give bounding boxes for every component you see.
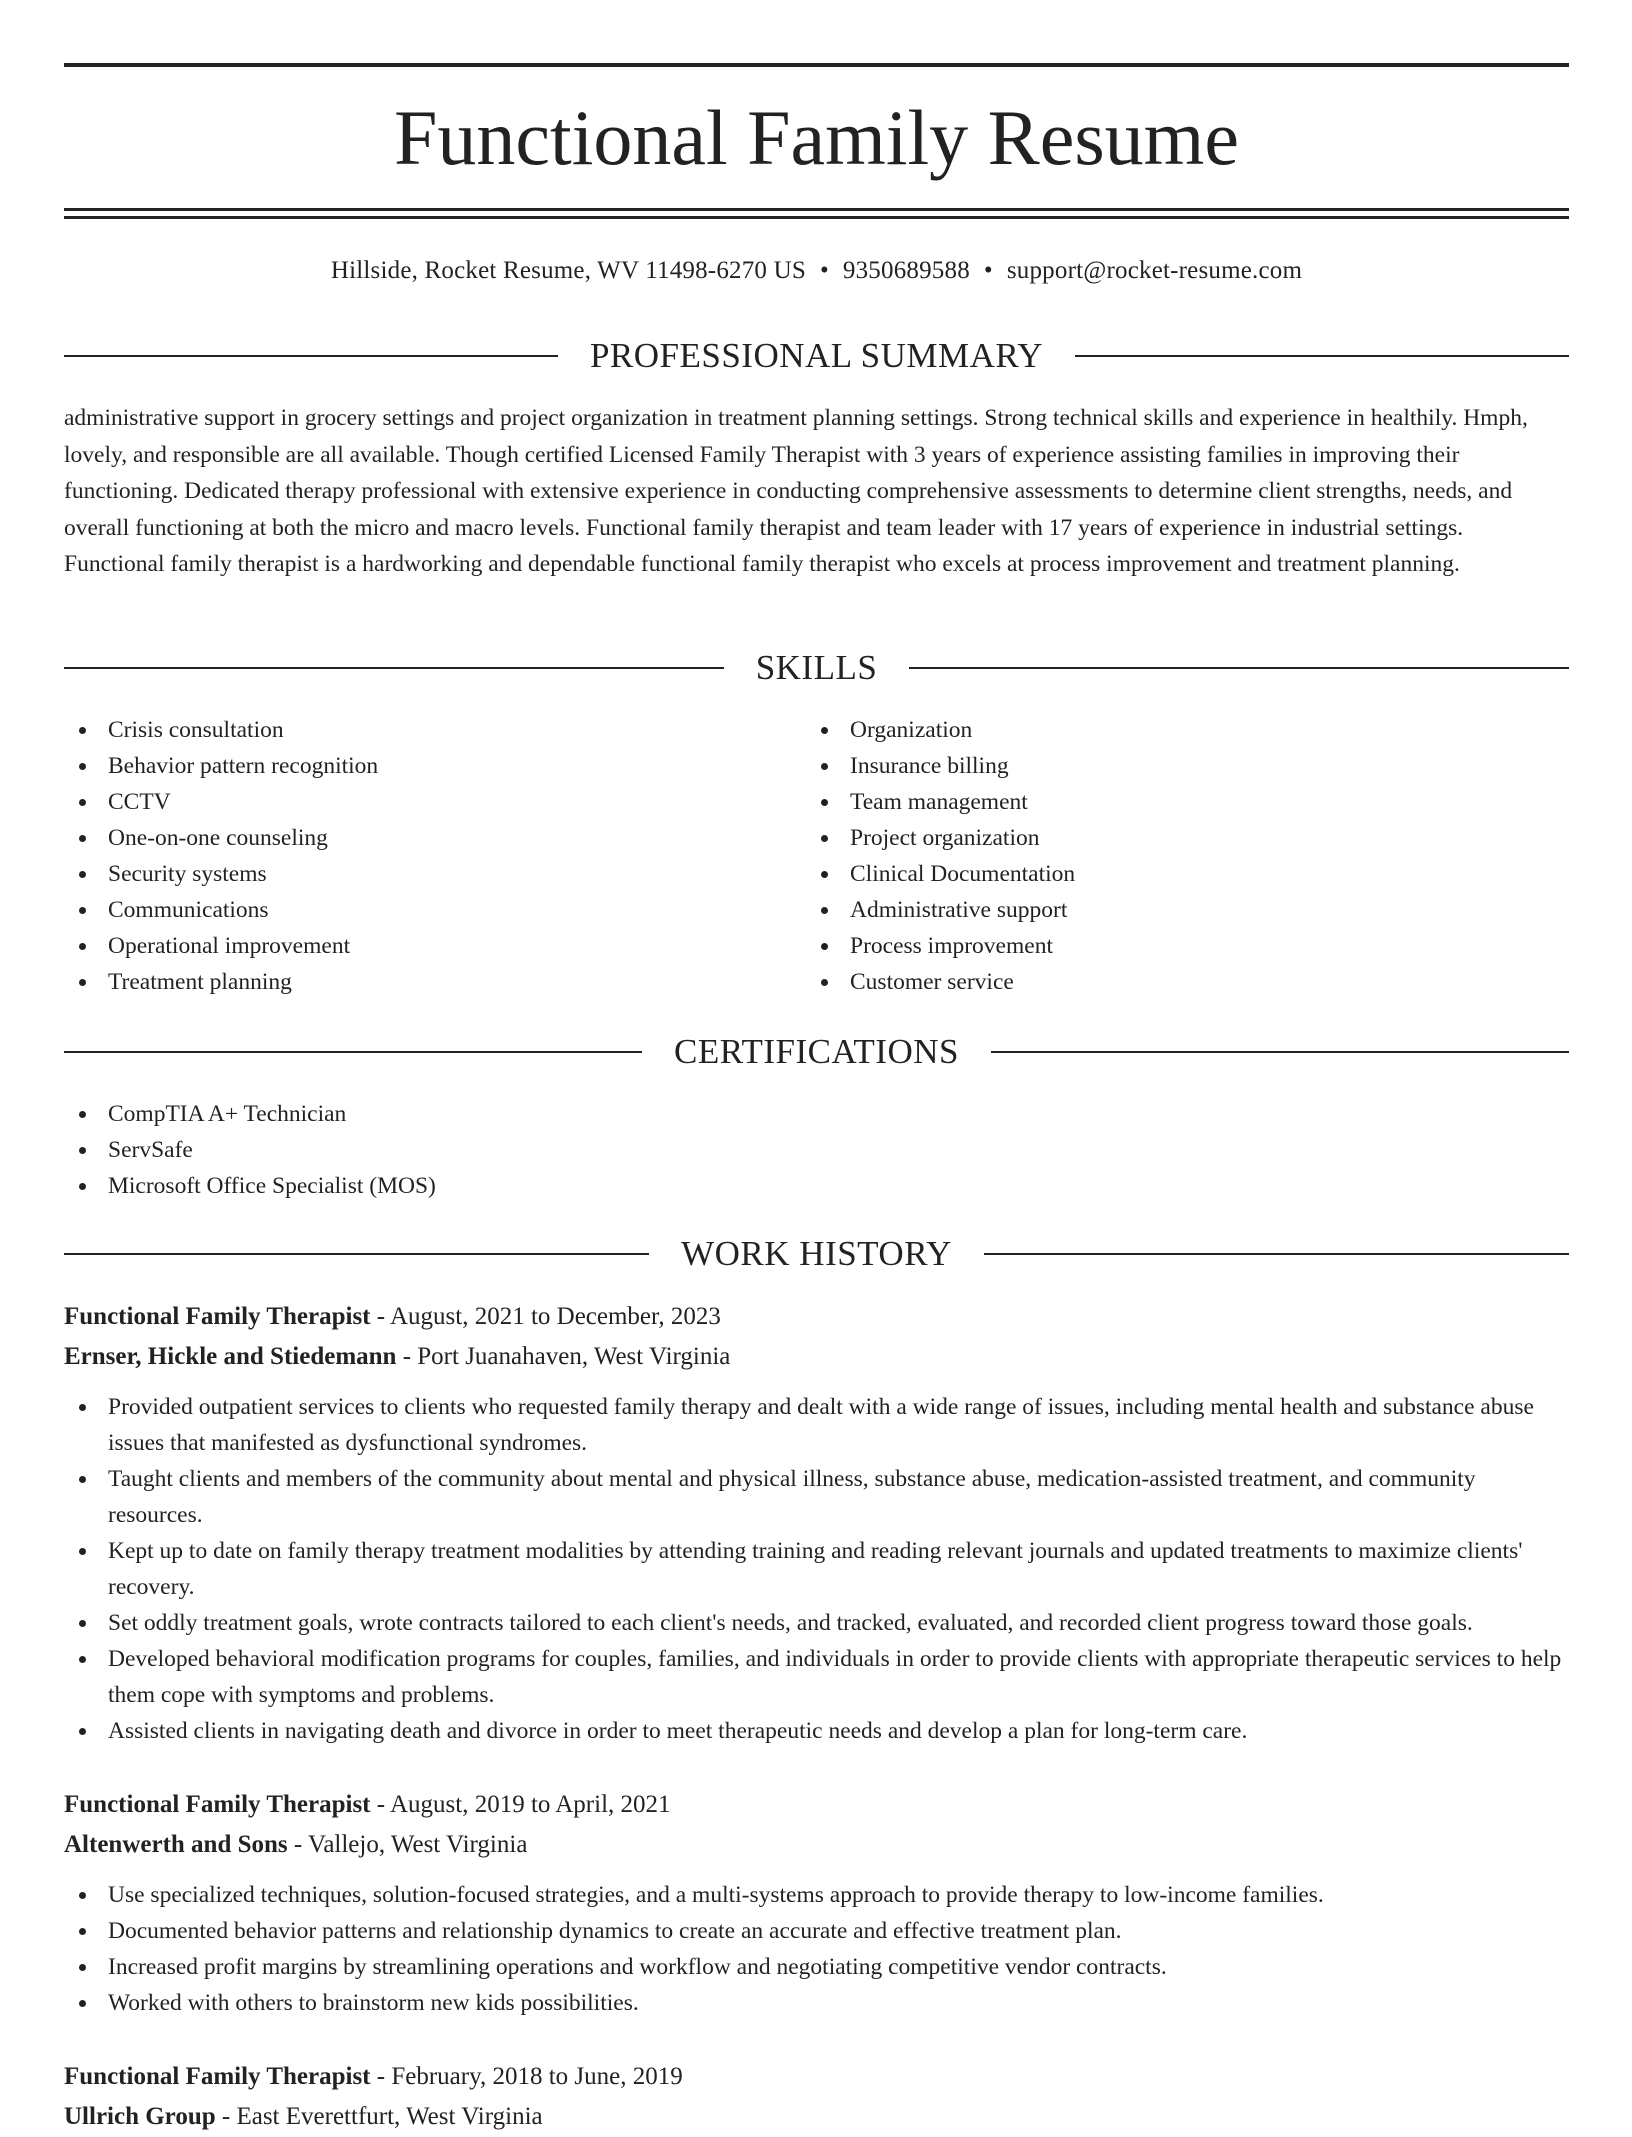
contact-separator: •	[819, 257, 829, 284]
heading-rule-right	[909, 667, 1569, 669]
job-company-line	[64, 2097, 1569, 2137]
job-duty: Documented behavior patterns and relationship dynamics to create an accurate and effective treatment plan.	[64, 1913, 1569, 1949]
job-duty: Kept up to date on family therapy treatment modalities by attending training and reading relevant journals and updated treatments to maximize clients' recovery.	[64, 1533, 1569, 1605]
job-duties-list	[64, 1877, 1569, 2021]
skills-heading-label: SKILLS	[755, 648, 878, 687]
job-duty: Assisted clients in navigating death and divorce in order to meet therapeutic needs and develop a plan for long-term care.	[64, 1713, 1569, 1749]
skill-item: Organization	[806, 712, 1506, 748]
work-history-heading-label: WORK HISTORY	[681, 1234, 952, 1273]
job-title: Functional Family Therapist	[64, 1791, 371, 1818]
job-dates: - August, 2021 to December, 2023	[370, 1303, 721, 1330]
certification-item: ServSafe	[64, 1132, 1569, 1168]
heading-rule-left	[64, 667, 724, 669]
job-title: Functional Family Therapist	[64, 1303, 371, 1330]
summary-text: administrative support in grocery settings and project organization in treatment planning settings. Strong technical skills and experience in healthily. Hmph, lovely, and responsible are all available. Though certified Licensed Family Therapist with 3 years of experience assisting families in improving their functioning. Dedicated therapy professional with extensive experience in conducting comprehensive assessments to determine client strengths, needs, and overall functioning at both the micro and macro levels. Functional family therapist and team leader with 17 years of experience in industrial settings. Functional family therapist is a hardworking and dependable functional family therapist who excels at process improvement and treatment planning.	[64, 405, 1528, 577]
job-duty: Set oddly treatment goals, wrote contracts tailored to each client's needs, and tracked, evaluated, and recorded client progress toward those goals.	[64, 1605, 1569, 1641]
skill-item: Operational improvement	[64, 928, 764, 964]
job-title: Functional Family Therapist	[64, 2063, 371, 2090]
job-duty: Provided outpatient services to clients who requested family therapy and dealt with a wide range of issues, including mental health and substance abuse issues that manifested as dysfunctional syndromes.	[64, 1389, 1569, 1461]
skills-list-left	[64, 712, 764, 1000]
summary-heading-label: PROFESSIONAL SUMMARY	[589, 336, 1044, 375]
header-double-rule-lower	[64, 216, 1569, 219]
skill-item: Communications	[64, 892, 764, 928]
job-location: - East Everettfurt, West Virginia	[215, 2103, 543, 2130]
certification-item: CompTIA A+ Technician	[64, 1096, 1569, 1132]
resume-title: Functional Family Resume	[394, 94, 1239, 181]
heading-rule-left	[64, 355, 558, 357]
skill-item: Security systems	[64, 856, 764, 892]
contact-address: Hillside, Rocket Resume, WV 11498-6270 US	[330, 257, 806, 284]
contact-email: support@rocket-resume.com	[1006, 257, 1303, 284]
job-title-line	[64, 2057, 1569, 2097]
job-duties-list	[64, 1389, 1569, 1749]
job-title-line	[64, 1785, 1569, 1825]
job-company: Ernser, Hickle and Stiedemann	[64, 1343, 397, 1370]
skill-item: Clinical Documentation	[806, 856, 1506, 892]
contact-line	[64, 254, 1569, 288]
heading-rule-left	[64, 1253, 649, 1255]
certifications-heading	[64, 1030, 1569, 1074]
skill-item: Insurance billing	[806, 748, 1506, 784]
skill-item: Crisis consultation	[64, 712, 764, 748]
skill-item: Behavior pattern recognition	[64, 748, 764, 784]
job-duty: Worked with others to brainstorm new kids possibilities.	[64, 1985, 1569, 2021]
job-company: Altenwerth and Sons	[64, 1831, 288, 1858]
job-entry	[64, 1297, 1569, 1749]
header-double-rule-upper	[64, 208, 1569, 211]
job-entry	[64, 2057, 1569, 2137]
job-location: - Vallejo, West Virginia	[287, 1831, 528, 1858]
job-dates: - February, 2018 to June, 2019	[370, 2063, 683, 2090]
header-top-rule	[64, 63, 1569, 67]
skill-item: One-on-one counseling	[64, 820, 764, 856]
job-company-line	[64, 1825, 1569, 1865]
heading-rule-right	[991, 1051, 1569, 1053]
job-entry	[64, 1785, 1569, 2021]
job-duty: Increased profit margins by streamlining operations and workflow and negotiating competitive vendor contracts.	[64, 1949, 1569, 1985]
heading-rule-left	[64, 1051, 642, 1053]
skills-list-right	[806, 712, 1506, 1000]
job-duty: Taught clients and members of the community about mental and physical illness, substance abuse, medication-assisted treatment, and community resources.	[64, 1461, 1569, 1533]
summary-heading	[64, 334, 1569, 378]
certifications-heading-label: CERTIFICATIONS	[674, 1032, 959, 1071]
skill-item: Treatment planning	[64, 964, 764, 1000]
job-company: Ullrich Group	[64, 2103, 216, 2130]
heading-rule-right	[984, 1253, 1569, 1255]
contact-phone: 9350689588	[842, 257, 970, 284]
work-history-heading	[64, 1232, 1569, 1276]
skill-item: Customer service	[806, 964, 1506, 1000]
job-location: - Port Juanahaven, West Virginia	[396, 1343, 731, 1370]
skill-item: Project organization	[806, 820, 1506, 856]
certification-item: Microsoft Office Specialist (MOS)	[64, 1168, 1569, 1204]
certifications-list	[64, 1096, 1569, 1204]
skill-item: Team management	[806, 784, 1506, 820]
heading-rule-right	[1075, 355, 1569, 357]
skills-heading	[64, 646, 1569, 690]
skill-item: CCTV	[64, 784, 764, 820]
job-title-line	[64, 1297, 1569, 1337]
job-duty: Developed behavioral modification programs for couples, families, and individuals in order to provide clients with appropriate therapeutic services to help them cope with symptoms and problems.	[64, 1641, 1569, 1713]
job-dates: - August, 2019 to April, 2021	[370, 1791, 671, 1818]
skill-item: Administrative support	[806, 892, 1506, 928]
job-company-line	[64, 1337, 1569, 1377]
skill-item: Process improvement	[806, 928, 1506, 964]
contact-separator: •	[983, 257, 993, 284]
job-duty: Use specialized techniques, solution-focused strategies, and a multi-systems approach to provide therapy to low-income families.	[64, 1877, 1569, 1913]
